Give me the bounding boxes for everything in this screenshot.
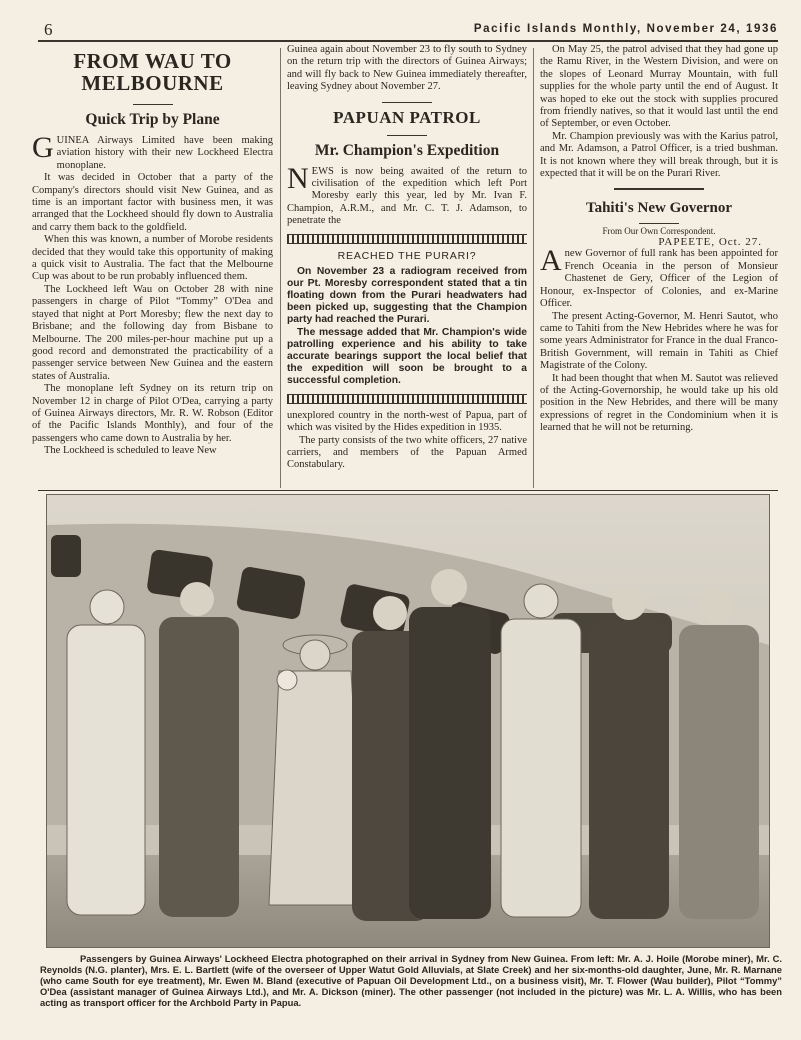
column-3 bbox=[540, 44, 778, 490]
photo-illustration bbox=[47, 495, 769, 947]
drop-cap: A bbox=[540, 244, 562, 278]
headline-papuan-patrol: PAPUAN PATROL bbox=[333, 107, 481, 127]
article-paragraph: The party consists of the two white officers, 27 native carriers, and members of the Papuan Armed Constabulary. bbox=[287, 434, 527, 471]
article-paragraph: unexplored country in the north-west of Papua, part of which was visited by the Hides expedition in 1935. bbox=[287, 409, 527, 434]
people-group bbox=[67, 569, 759, 921]
article-paragraph: When this was known, a number of Morobe residents decided that they would take this opportunity of making a quick visit to Australia. The fact that the Melbourne Cup was about to be run probably influenced them. bbox=[32, 234, 273, 283]
photo-caption bbox=[40, 953, 782, 1008]
publication-title: Pacific Islands Monthly, November 24, 1936 bbox=[473, 23, 778, 35]
drop-cap: N bbox=[287, 161, 309, 195]
subhead-champion: Mr. Champion's Expedition bbox=[314, 141, 500, 159]
article-paragraph: The monoplane left Sydney on its return trip on November 12 in charge of Pilot O'Dea, carrying a party of Guinea Airways directors, Mr. R. W. Robson (Editor of the Pacific Islands Monthly), and four of the passengers who came down to Australia by her. bbox=[32, 383, 273, 444]
ornament-border bbox=[287, 234, 527, 244]
box-paragraph: The message added that Mr. Champion's wide patrolling experience and his ability to take accurate bearings support the local belief that the expedition will soon be brought to a successful completion. bbox=[287, 326, 527, 387]
article-paragraph: On May 25, the patrol advised that they had gone up the Ramu River, in the Western Division, and were on the slopes of Leonard Murray Mountain, with full supplies for the whole party until the end of August. It was hoped to eke out the stock with supplies procured from friendly natives, so that it would last until the end of September, or even October. bbox=[540, 44, 778, 130]
dateline: PAPEETE, Oct. 27. bbox=[658, 236, 762, 249]
subhead-quick-trip: Quick Trip by Plane bbox=[85, 111, 220, 128]
divider bbox=[639, 223, 679, 224]
box-heading: REACHED THE PURARI? bbox=[337, 249, 477, 262]
article-paragraph: Anew Governor of full rank has been appointed for French Oceania in the person of Monsieur Chastenet de Gery, Officer of the Legion of Honour, ex-Inspector of Colonies, and ex-Marine Officer. bbox=[540, 244, 778, 310]
article-paragraph: It had been thought that when M. Sautot was relieved of the Acting-Governorship, he would take up his old position in the New Hebrides, and there will be many expressions of regret in the Condominium when it is learned that he will not be returning. bbox=[540, 372, 778, 434]
box-paragraph: On November 23 a radiogram received from our Pt. Moresby correspondent stated that a tin floating down from the Purari headwaters had been picked up, suggesting that the Champion party had reached the Purari. bbox=[287, 265, 527, 326]
article-paragraph: The Lockheed is scheduled to leave New bbox=[44, 445, 217, 457]
drop-cap: G bbox=[32, 131, 54, 164]
divider bbox=[387, 135, 427, 136]
caption-text: Passengers by Guinea Airways' Lockheed Electra photographed on their arrival in Sydney from New Guinea. From left: Mr. A. J. Hoile (Morobe miner), Mr. C. Reynolds (N.G. planter), Mrs. E. L. Bartlett (wife of the overseer of Upper Watut Gold Alluvials, at Slate Creek) and her six-months-old daughter, June, Mr. R. Marnane (who came South for eye treatment), Mr. Ewen M. Bland (executive of Papuan Oil Development Ltd., on a business visit), Mr. T. Flower (Wau builder), Pilot “Tommy” O'Dea (assistant manager of Guinea Airways Ltd.), and Mr. A. Dickson (miner). The other passenger (not included in the picture) was Mr. L. A. Willis, who has been acting as transport officer for the Archbold Party in Papua. bbox=[40, 953, 782, 1008]
article-paragraph: The Lockheed left Wau on October 28 with nine passengers in charge of Pilot “Tommy” O'Dea and stayed that night at Port Moresby; flew the next day to Brisbane; and the following day from Bisbane to Melbourne. The 200 miles-per-hour machine put up a good record and demonstrated the practicability of a passenger service between New Guinea and the eastern states of Australia. bbox=[32, 283, 273, 382]
article-paragraph: GUINEA Airways Limited have been making aviation history with their new Lockheed Electra monoplane. bbox=[32, 131, 273, 171]
divider bbox=[614, 188, 704, 190]
ornament-border bbox=[287, 394, 527, 404]
article-paragraph: Mr. Champion previously was with the Karius patrol, and Mr. Adamson, a Patrol Officer, is a tried bushman. It is not known where they will break through, but it is expected that it will be on the Purari River. bbox=[540, 130, 778, 180]
column-2 bbox=[287, 44, 527, 490]
column-rule bbox=[280, 48, 281, 488]
article-paragraph: Guinea again about November 23 to fly south to Sydney on the return trip with the directors of Guinea Airways; and will fly back to New Guinea immediately thereafter, leaving Sydney about November 27. bbox=[287, 44, 527, 93]
headline-tahiti: Tahiti's New Governor bbox=[585, 200, 733, 217]
column-1 bbox=[32, 44, 273, 490]
article-paragraph: It was decided in October that a party of the Company's directors should visit New Guinea, and as time is an important factor with business men, it was arranged that the Lockheed should fly down to Australia and carry them back to the goldfield. bbox=[32, 172, 273, 233]
section-rule bbox=[38, 490, 778, 491]
divider bbox=[382, 102, 432, 103]
divider bbox=[133, 104, 173, 105]
header-rule bbox=[38, 40, 778, 42]
running-header bbox=[38, 20, 778, 42]
column-rule bbox=[533, 48, 534, 488]
headline-wau-melbourne: FROM WAU TO MELBOURNE bbox=[73, 49, 232, 95]
article-paragraph: The present Acting-Governor, M. Henri Sautot, who came to Tahiti from the New Hebrides where he was for some years Administrator for France in the dual Franco-British Government, will remain in Tahiti as Chief Magistrate of the Colony. bbox=[540, 310, 778, 372]
byline: From Our Own Correspondent. bbox=[602, 226, 716, 237]
group-photograph bbox=[46, 494, 770, 948]
article-paragraph: NEWS is now being awaited of the return to civilisation of the expedition which left Port Moresby early this year, led by Mr. Ivan F. Champion, A.R.M., and Mr. C. T. J. Adamson, to penetrate the bbox=[287, 161, 527, 227]
page-number: 6 bbox=[44, 20, 53, 39]
